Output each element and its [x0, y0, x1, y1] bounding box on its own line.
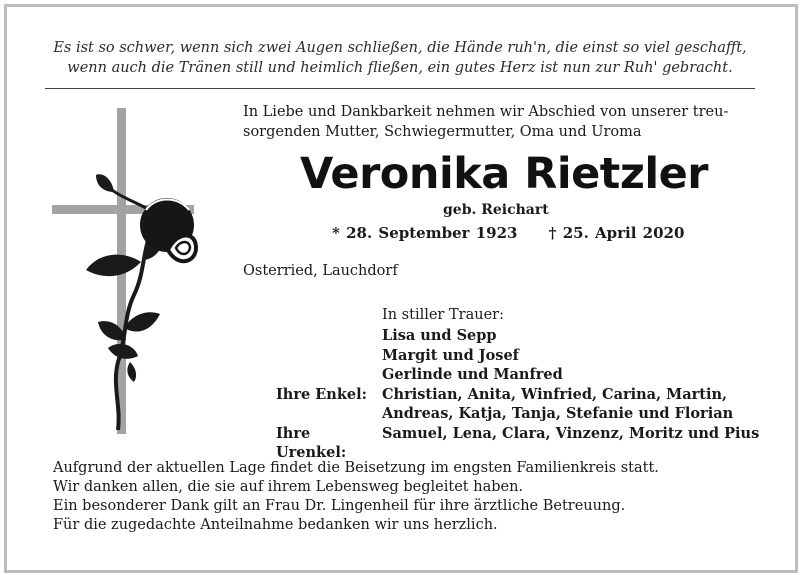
- grandchildren-names: Andreas, Katja, Tanja, Stefanie und Florian: [382, 405, 734, 422]
- deceased-name: Veronika Rietzler: [300, 149, 708, 199]
- great-grandchildren-label: Ihre Urenkel:: [276, 424, 347, 461]
- family-row: [276, 365, 759, 385]
- family-row: [276, 326, 759, 346]
- divider: [45, 88, 755, 89]
- family-member: Lisa und Sepp: [382, 327, 497, 344]
- great-grandchildren-row: [276, 424, 759, 463]
- family-member: Gerlinde und Manfred: [382, 366, 563, 383]
- footer-text: [53, 459, 659, 535]
- residence-places: Osterried, Lauchdorf: [243, 263, 398, 279]
- grandchildren-row: [276, 404, 759, 424]
- intro-line-2: sorgenden Mutter, Schwiegermutter, Oma und Uroma: [243, 124, 642, 140]
- intro-text: [243, 102, 763, 142]
- poem: [0, 38, 800, 78]
- great-grandchildren-names: Samuel, Lena, Clara, Vinzenz, Moritz und Pius: [382, 424, 760, 442]
- footer-line-1: Aufgrund der aktuellen Lage findet die Beisetzung im engsten Familienkreis statt.: [53, 460, 659, 476]
- family-member: Margit und Josef: [382, 346, 519, 364]
- birth-date: * 28. September 1923: [332, 224, 518, 242]
- grandchildren-names: Christian, Anita, Winfried, Carina, Martin,: [382, 385, 728, 403]
- mourning-heading: In stiller Trauer:: [382, 307, 504, 323]
- family-row: [276, 346, 759, 366]
- footer-line-2: Wir danken allen, die sie auf ihrem Lebensweg begleitet haben.: [53, 479, 524, 495]
- life-dates: [332, 222, 684, 244]
- death-date: † 25. April 2020: [548, 224, 685, 242]
- mourners-list: [276, 326, 759, 463]
- grandchildren-row: [276, 385, 759, 405]
- poem-line-2: wenn auch die Tränen still und heimlich fließen, ein gutes Herz ist nun zur Ruh' gebracht.: [67, 60, 733, 76]
- footer-line-3: Ein besonderer Dank gilt an Frau Dr. Lingenheil für ihre ärztliche Betreuung.: [53, 498, 626, 514]
- poem-line-1: Es ist so schwer, wenn sich zwei Augen schließen, die Hände ruh'n, die einst so viel geschafft,: [53, 40, 747, 56]
- maiden-name: geb. Reichart: [443, 202, 549, 218]
- grandchildren-label: Ihre Enkel:: [276, 385, 367, 403]
- cross-with-rose-icon: [46, 100, 206, 440]
- intro-line-1: In Liebe und Dankbarkeit nehmen wir Abschied von unserer treu-: [243, 104, 729, 120]
- footer-line-4: Für die zugedachte Anteilnahme bedanken wir uns herzlich.: [53, 517, 498, 533]
